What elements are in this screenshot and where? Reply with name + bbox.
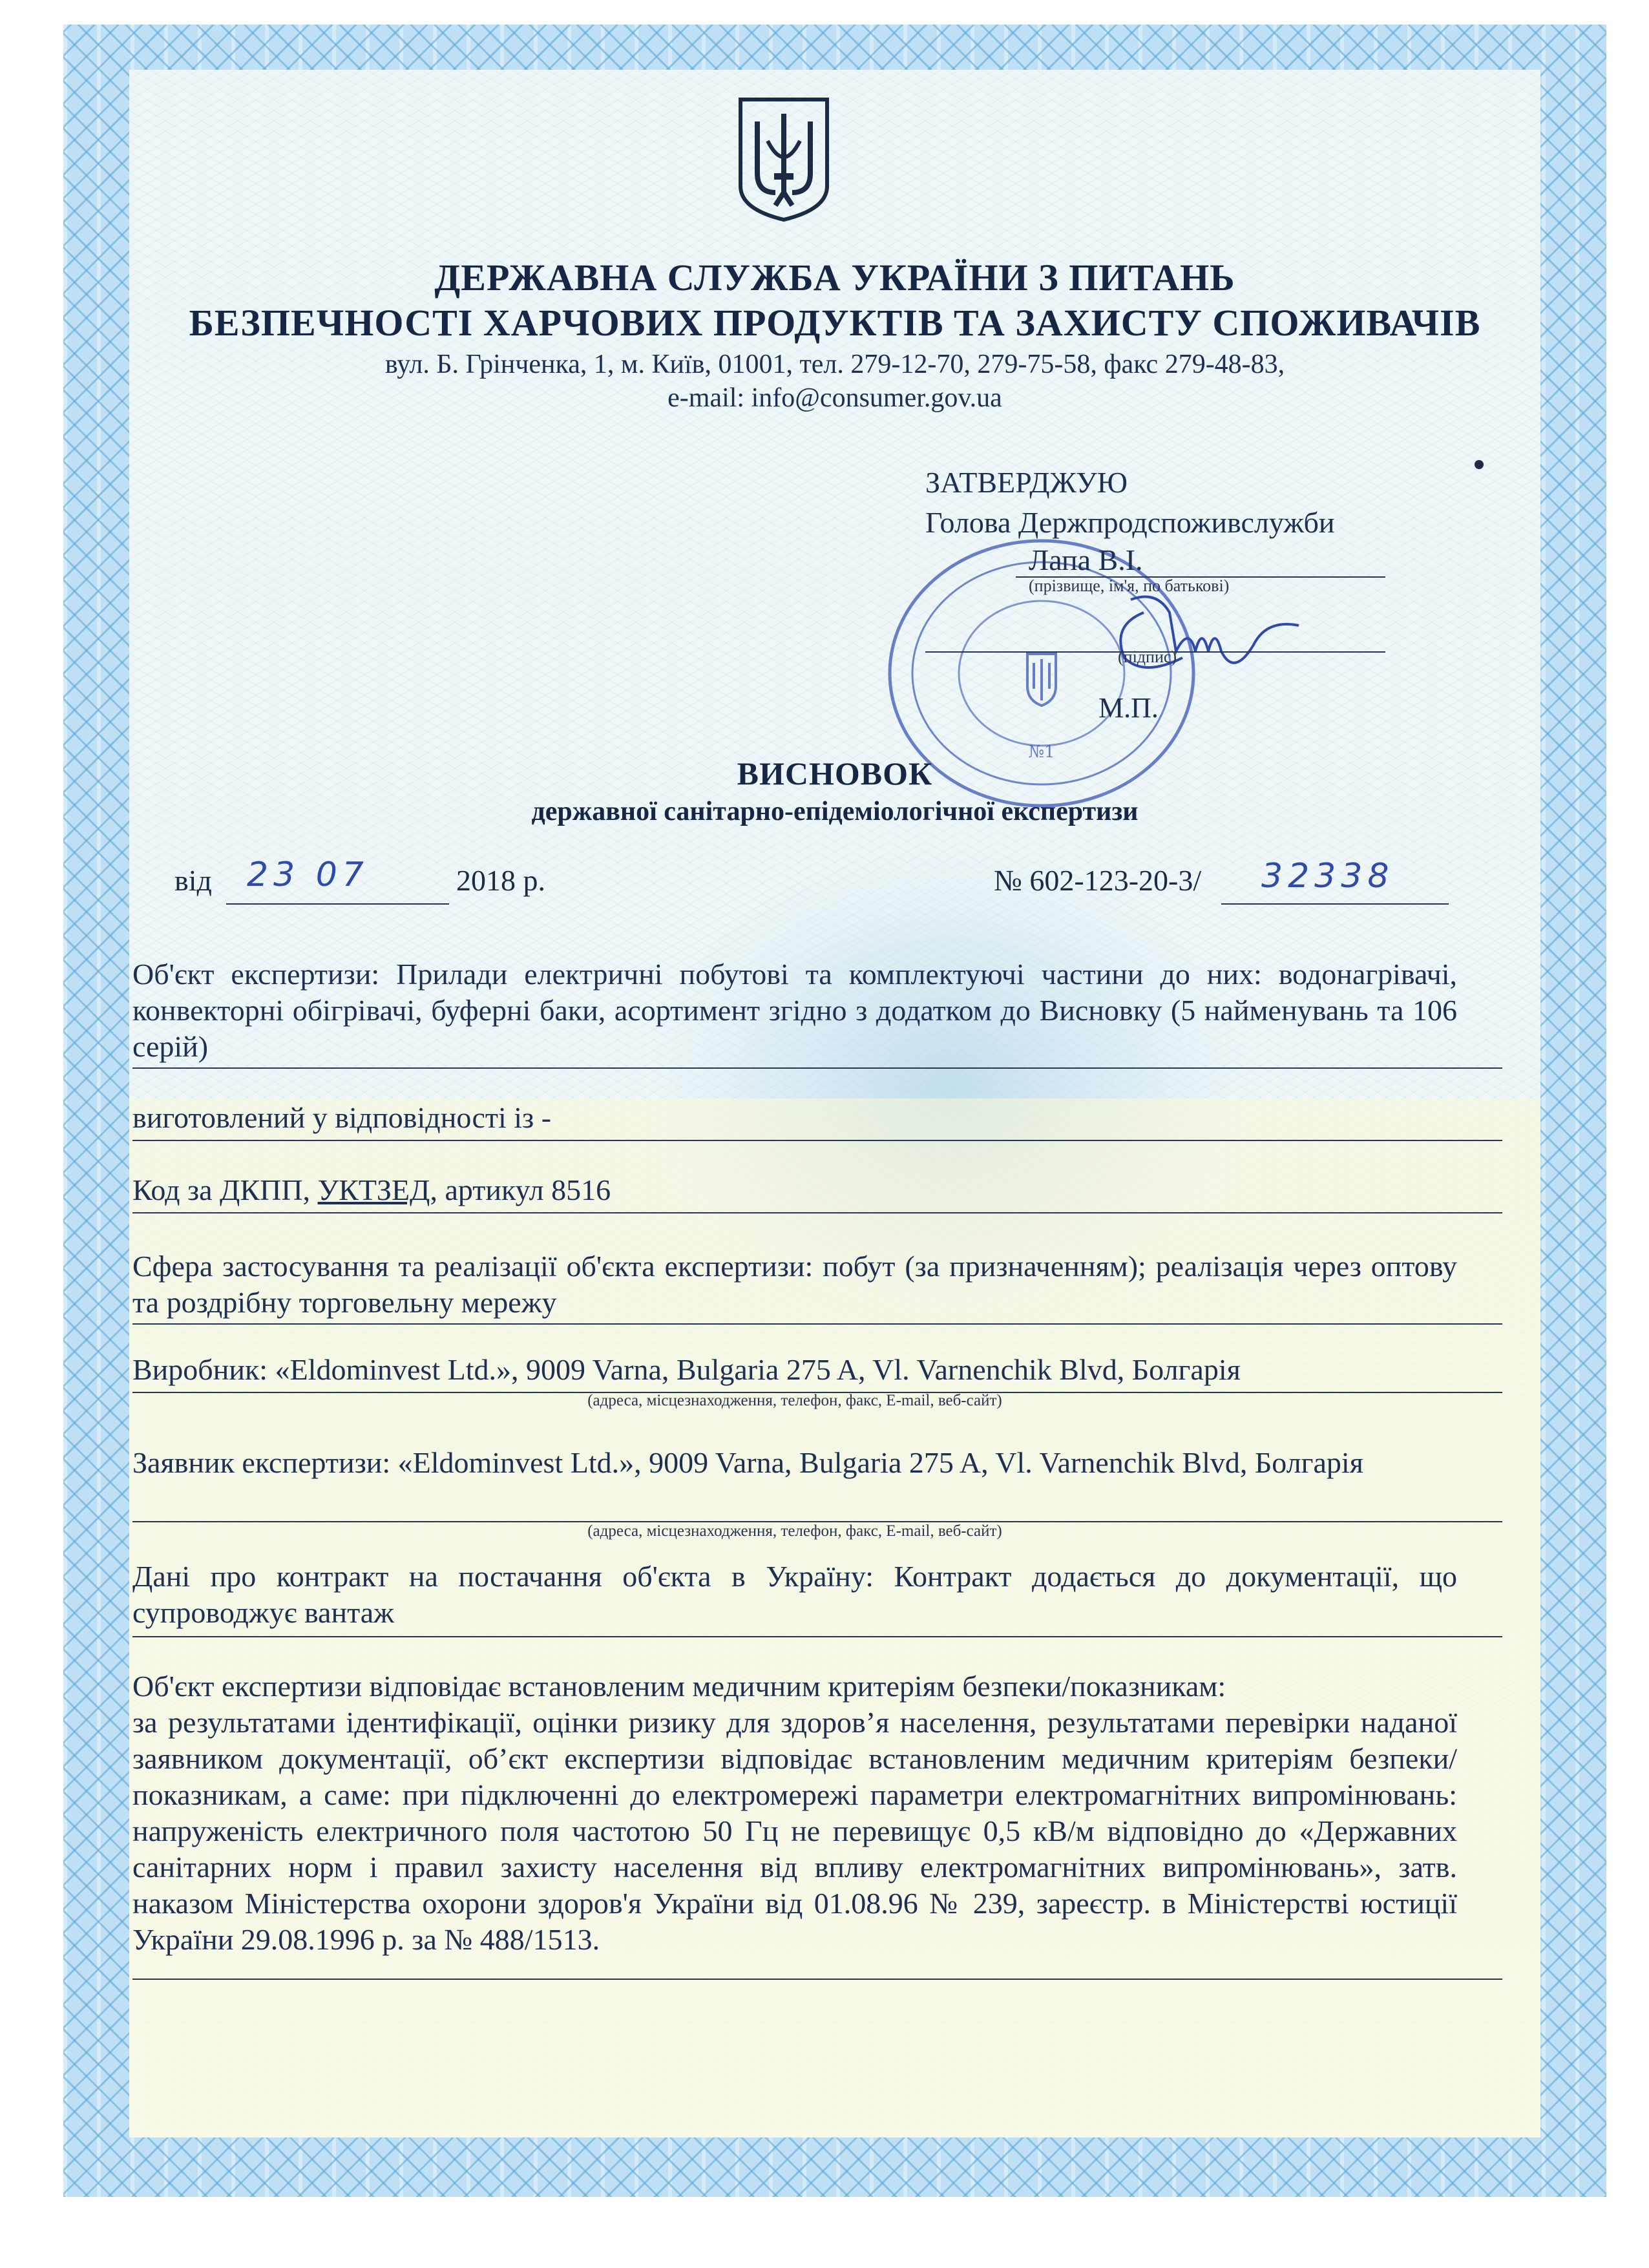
field-manufacturer: Виробник: «Eldominvest Ltd.», 9009 Varna, Bulgaria 275 A, Vl. Varnenchik Blvd, Болгарія: [132, 1353, 1241, 1386]
agency-address: вул. Б. Грінченка, 1, м. Київ, 01001, тел. 279-12-70, 279-75-58, факс 279-48-83,: [384, 350, 1285, 379]
approval-name-caption: (прізвище, ім'я, по батькові): [1029, 576, 1230, 595]
field-contract: Дані про контракт на постачання об'єкта в Україну: Контракт додається до документації, що супроводжує вантаж: [132, 1560, 1457, 1629]
field-applicant: Заявник експертизи: «Eldominvest Ltd.», 9009 Varna, Bulgaria 275 A, Vl. Varnenchik Blvd, Болгарія: [132, 1446, 1363, 1479]
date-year: 2018 р.: [456, 864, 545, 897]
document-number-prefix: № 602-123-20-3/: [994, 864, 1202, 897]
seal-label: М.П.: [1098, 692, 1159, 724]
field-applicant-caption: (адреса, місцезнаходження, телефон, факс, E-mail, веб-сайт): [587, 1522, 1002, 1540]
approval-title: ЗАТВЕРДЖУЮ: [925, 466, 1128, 499]
code-suffix: , артикул 8516: [430, 1173, 611, 1206]
document-subtitle: державної санітарно-епідеміологічної експертизи: [531, 797, 1139, 826]
code-prefix: Код за ДКПП,: [132, 1173, 318, 1206]
conformity-body: за результатами ідентифікації, оцінки ризику для здоров’я населення, результатами перевірки наданої заявником документації, об’єкт експертизи відповідає встановленим медичним критеріям безпеки/показникам, а саме: при підключенні до електромережі параметри електромагнітних випромінювань: напруженість електричного поля частотою 50 Гц не перевищує 0,5 кВ/м відповідно до «Державних санітарних норм і правил захисту населення від впливу електромагнітних випромінювань», затв. наказом Міністерства охорони здоров'я України від 01.08.96 № 239, зареєстр. в Міністерстві юстиції України 29.08.1996 р. за № 488/1513.: [132, 1706, 1457, 1956]
agency-email: e-mail: info@consumer.gov.ua: [667, 383, 1002, 413]
field-scope-underline: [132, 1323, 1502, 1325]
field-code: [132, 1172, 1457, 1208]
field-conformity-underline: [132, 1979, 1502, 1980]
field-object-underline: [132, 1067, 1502, 1069]
svg-text:№1: №1: [1028, 742, 1055, 762]
document-title: ВИСНОВОК: [737, 755, 933, 792]
field-manufacturer-caption: (адреса, місцезнаходження, телефон, факс, E-mail, веб-сайт): [587, 1392, 1002, 1409]
ink-dot: [1475, 460, 1484, 469]
document-number-line: [1221, 903, 1449, 905]
conformity-heading: Об'єкт експертизи відповідає встановленим медичним критеріям безпеки/показникам:: [132, 1670, 1226, 1703]
field-object: Об'єкт експертизи: Прилади електричні побутові та комплектуючі частини до них: водонагрівачі, конвекторні обігрівачі, буферні баки, асортимент згідно з додатком до Висновку (5 найменувань та 106 серій): [132, 958, 1457, 1063]
field-manufactured: виготовлений у відповідності із -: [132, 1101, 552, 1134]
agency-name-line2: БЕЗПЕЧНОСТІ ХАРЧОВИХ ПРОДУКТІВ ТА ЗАХИСТУ СПОЖИВАЧІВ: [189, 302, 1481, 344]
date-handwritten: 23 07: [247, 856, 369, 894]
date-prefix: від: [174, 864, 212, 897]
trident-emblem-icon: [737, 96, 831, 222]
document-number-handwritten: 32338: [1261, 857, 1394, 896]
field-contract-underline: [132, 1636, 1502, 1637]
date-line: [226, 903, 449, 905]
handwritten-signature: [1105, 587, 1318, 684]
field-code-underline: [132, 1212, 1502, 1213]
field-scope: Сфера застосування та реалізації об'єкта експертизи: побут (за призначенням); реалізація через оптову та роздрібну торговельну мережу: [132, 1250, 1457, 1319]
field-manufactured-underline: [132, 1140, 1502, 1141]
approval-name: Лапа В.І.: [1029, 543, 1143, 576]
approval-signature-caption: (підпис): [1118, 647, 1177, 666]
field-conformity: [132, 1668, 1457, 1958]
approval-position: Голова Держпродспоживслужби: [925, 506, 1335, 539]
agency-name-line1: ДЕРЖАВНА СЛУЖБА УКРАЇНИ З ПИТАНЬ: [434, 257, 1235, 299]
code-uktzed: УКТЗЕД: [317, 1173, 430, 1206]
